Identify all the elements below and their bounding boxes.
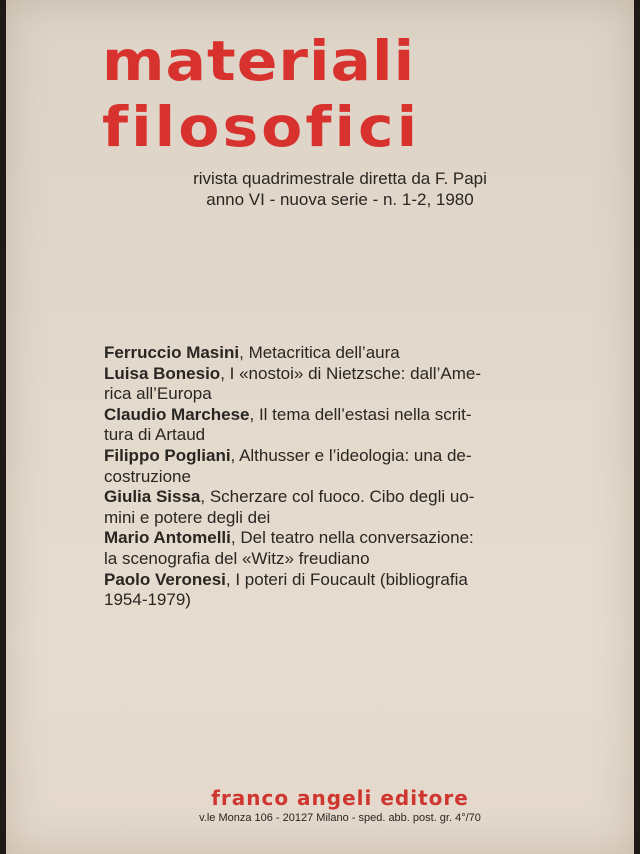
journal-title-line1: materiali [102, 29, 416, 94]
toc-entry: Ferruccio Masini, Metacritica dell’aura [104, 343, 400, 362]
toc-title-line: Scherzare col fuoco. Cibo degli uo- [209, 487, 475, 507]
toc-entry: Luisa Bonesio, I «nostoi» di Nietzsche: dall’Ame- rica all’Europa [104, 363, 481, 404]
toc-title-line: Il tema dell’estasi nella scrit- [258, 404, 472, 424]
toc-title-line: Del teatro nella conversazione: [240, 528, 474, 548]
toc-author: Filippo Pogliani [104, 445, 231, 465]
toc-title-line: I poteri di Foucault (bibliografia [235, 569, 468, 589]
publisher-name: franco angeli editore [211, 786, 469, 810]
toc-author: Paolo Veronesi [104, 569, 226, 589]
subtitle-editor: rivista quadrimestrale diretta da F. Papi [193, 169, 487, 188]
table-of-contents [104, 343, 544, 611]
toc-title-line: tura di Artaud [104, 425, 206, 445]
publisher-address: v.le Monza 106 - 20127 Milano - sped. abb. post. gr. 4°/70 [199, 812, 481, 824]
toc-title-line: costruzione [104, 466, 191, 486]
toc-title-line: I «nostoi» di Nietzsche: dall’Ame- [229, 363, 481, 383]
toc-title-line: Metacritica dell’aura [248, 343, 400, 362]
toc-entry: Giulia Sissa, Scherzare col fuoco. Cibo degli uo- mini e potere degli dei [104, 487, 475, 527]
toc-title-line: rica all’Europa [104, 384, 212, 404]
toc-entry: Mario Antomelli, Del teatro nella conversazione: la scenografia del «Witz» freudiano [104, 528, 474, 568]
toc-title-line: mini e potere degli dei [104, 507, 271, 527]
toc-title-line: 1954-1979) [104, 590, 191, 610]
journal-title-line2: filosofici [102, 95, 421, 160]
toc-author: Claudio Marchese [104, 404, 250, 424]
toc-author: Ferruccio Masini [104, 343, 240, 362]
subtitle-issue: anno VI - nuova serie - n. 1-2, 1980 [206, 190, 474, 209]
book-cover [6, 0, 634, 854]
toc-entry: Filippo Pogliani, Althusser e l’ideologia: una de- costruzione [104, 445, 472, 486]
toc-entry: Paolo Veronesi, I poteri di Foucault (bibliografia 1954-1979) [104, 569, 468, 610]
toc-entry: Claudio Marchese, Il tema dell’estasi nella scrit- tura di Artaud [104, 404, 472, 445]
toc-author: Luisa Bonesio [104, 363, 221, 383]
toc-title-line: Althusser e l’ideologia: una de- [239, 445, 472, 465]
toc-author: Mario Antomelli [104, 528, 231, 548]
toc-author: Giulia Sissa [104, 487, 201, 507]
toc-title-line: la scenografia del «Witz» freudiano [104, 548, 370, 568]
